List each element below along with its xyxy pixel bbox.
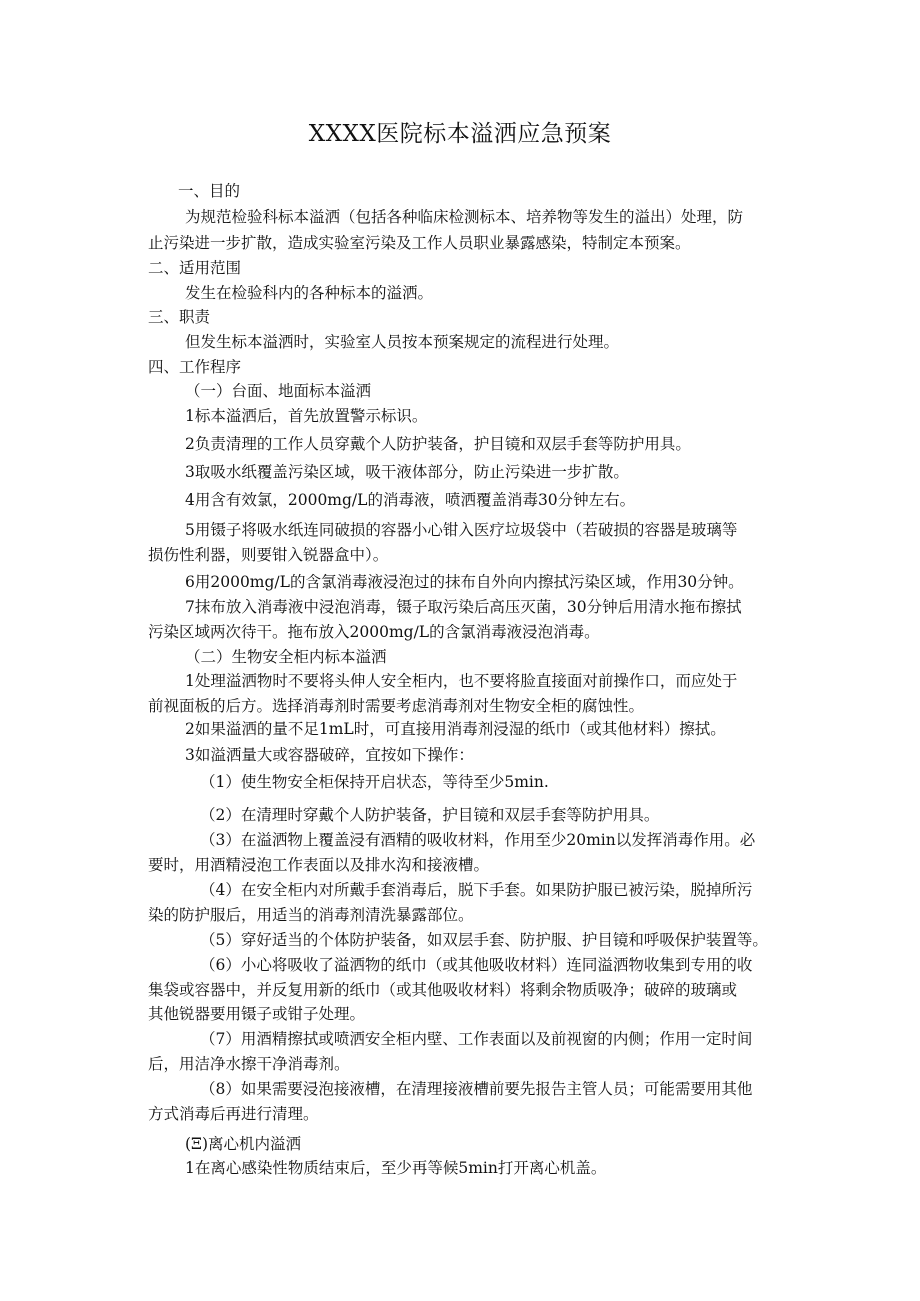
paragraph-line: 发生在检验科内的各种标本的溢洒。 — [185, 284, 434, 302]
list-item: 7抹布放入消毒液中浸泡消毒，镊子取污染后高压灭菌，30分钟后用清水拖布擦拭 — [185, 598, 742, 616]
list-item-continuation: 前视面板的后方。选择消毒剂时需要考虑消毒剂对生物安全柜的腐蚀性。 — [148, 697, 645, 715]
heading-procedure: 四、工作程序 — [148, 358, 242, 376]
paragraph-line: 为规范检验科标本溢洒（包括各种临床检测标本、培养物等发生的溢出）处理，防 — [185, 208, 744, 226]
list-item: 3如溢洒量大或容器破碎，宜按如下操作： — [185, 746, 474, 764]
list-item-continuation: 损伤性利器，则要钳入锐器盒中）。 — [148, 546, 389, 564]
sub-list-item-continuation: 染的防护服后，用适当的消毒剂清洗暴露部位。 — [148, 906, 474, 924]
paragraph-line: 但发生标本溢洒时，实验室人员按本预案规定的流程进行处理。 — [185, 333, 620, 351]
list-item: 2负责清理的工作人员穿戴个人防护装备，护目镜和双层手套等防护用具。 — [185, 435, 691, 453]
subheading-centrifuge-spill: (Ξ)离心机内溢洒 — [185, 1135, 302, 1153]
sub-list-item-continuation: 方式消毒后再进行清理。 — [148, 1105, 319, 1123]
sub-list-item: （7）用酒精擦拭或喷洒安全柜内壁、工作表面以及前视窗的内侧；作用一定时间 — [200, 1030, 753, 1048]
sub-list-item: （6）小心将吸收了溢洒物的纸巾（或其他吸收材料）连同溢洒物收集到专用的收 — [200, 956, 753, 974]
list-item: 2如果溢洒的量不足1mL时，可直接用消毒剂浸湿的纸巾（或其他材料）擦拭。 — [185, 720, 726, 738]
list-item: 1在离心感染性物质结束后，至少再等候5min打开离心机盖。 — [185, 1159, 607, 1177]
sub-list-item-continuation: 其他锐器要用镊子或钳子处理。 — [148, 1005, 366, 1023]
sub-list-item: （2）在清理时穿戴个人防护装备，护目镜和双层手套等防护用具。 — [200, 806, 660, 824]
list-item: 6用2000mg∕L的含氯消毒液浸泡过的抹布自外向内擦拭污染区域，作用30分钟。 — [185, 573, 744, 591]
list-item: 4用含有效氯，2000mg/L的消毒液，喷洒覆盖消毒30分钟左右。 — [185, 491, 636, 509]
subheading-biosafety-cabinet: （二）生物安全柜内标本溢洒 — [185, 648, 387, 666]
sub-list-item-continuation: 集袋或容器中，并反复用新的纸巾（或其他吸收材料）将剩余物质吸净；破碎的玻璃或 — [148, 981, 738, 999]
document-title: XXXX医院标本溢洒应急预案 — [308, 121, 612, 147]
sub-list-item-continuation: 后，用洁净水擦干净消毒剂。 — [148, 1055, 350, 1073]
heading-purpose: 一、目的 — [178, 182, 241, 200]
heading-scope: 二、适用范围 — [148, 259, 242, 277]
list-item: 1处理溢洒物时不要将头伸人安全柜内，也不要将脸直接面对前操作口，而应处于 — [185, 672, 738, 690]
list-item: 1标本溢洒后，首先放置警示标识。 — [185, 407, 428, 425]
sub-list-item: （4）在安全柜内对所戴手套消毒后，脱下手套。如果防护服已被污染，脱掉所污 — [200, 881, 753, 899]
list-item: 3取吸水纸覆盖污染区域，吸干液体部分，防止污染进一步扩散。 — [185, 463, 629, 481]
list-item-continuation: 污染区域两次待干。拖布放入2000mg∕L的含氯消毒液浸泡消毒。 — [148, 623, 600, 641]
heading-responsibility: 三、职责 — [148, 308, 211, 326]
sub-list-item: （8）如果需要浸泡接液槽，在清理接液槽前要先报告主管人员；可能需要用其他 — [200, 1080, 753, 1098]
paragraph-line: 止污染进一步扩散，造成实验室污染及工作人员职业暴露感染，特制定本预案。 — [148, 234, 691, 252]
subheading-surface-spill: （一）台面、地面标本溢洒 — [185, 382, 372, 400]
sub-list-item: （1）使生物安全柜保持开启状态，等待至少5min. — [200, 773, 549, 791]
list-item: 5用镊子将吸水纸连同破损的容器小心钳入医疗垃圾袋中（若破损的容器是玻璃等 — [185, 521, 738, 539]
sub-list-item-continuation: 要时，用酒精浸泡工作表面以及排水沟和接液槽。 — [148, 856, 490, 874]
sub-list-item: （5）穿好适当的个体防护装备，如双层手套、防护服、护目镜和呼吸保护装置等。 — [200, 931, 768, 949]
sub-list-item: （3）在溢洒物上覆盖浸有酒精的吸收材料，作用至少20min以发挥消毒作用。必 — [200, 831, 756, 849]
